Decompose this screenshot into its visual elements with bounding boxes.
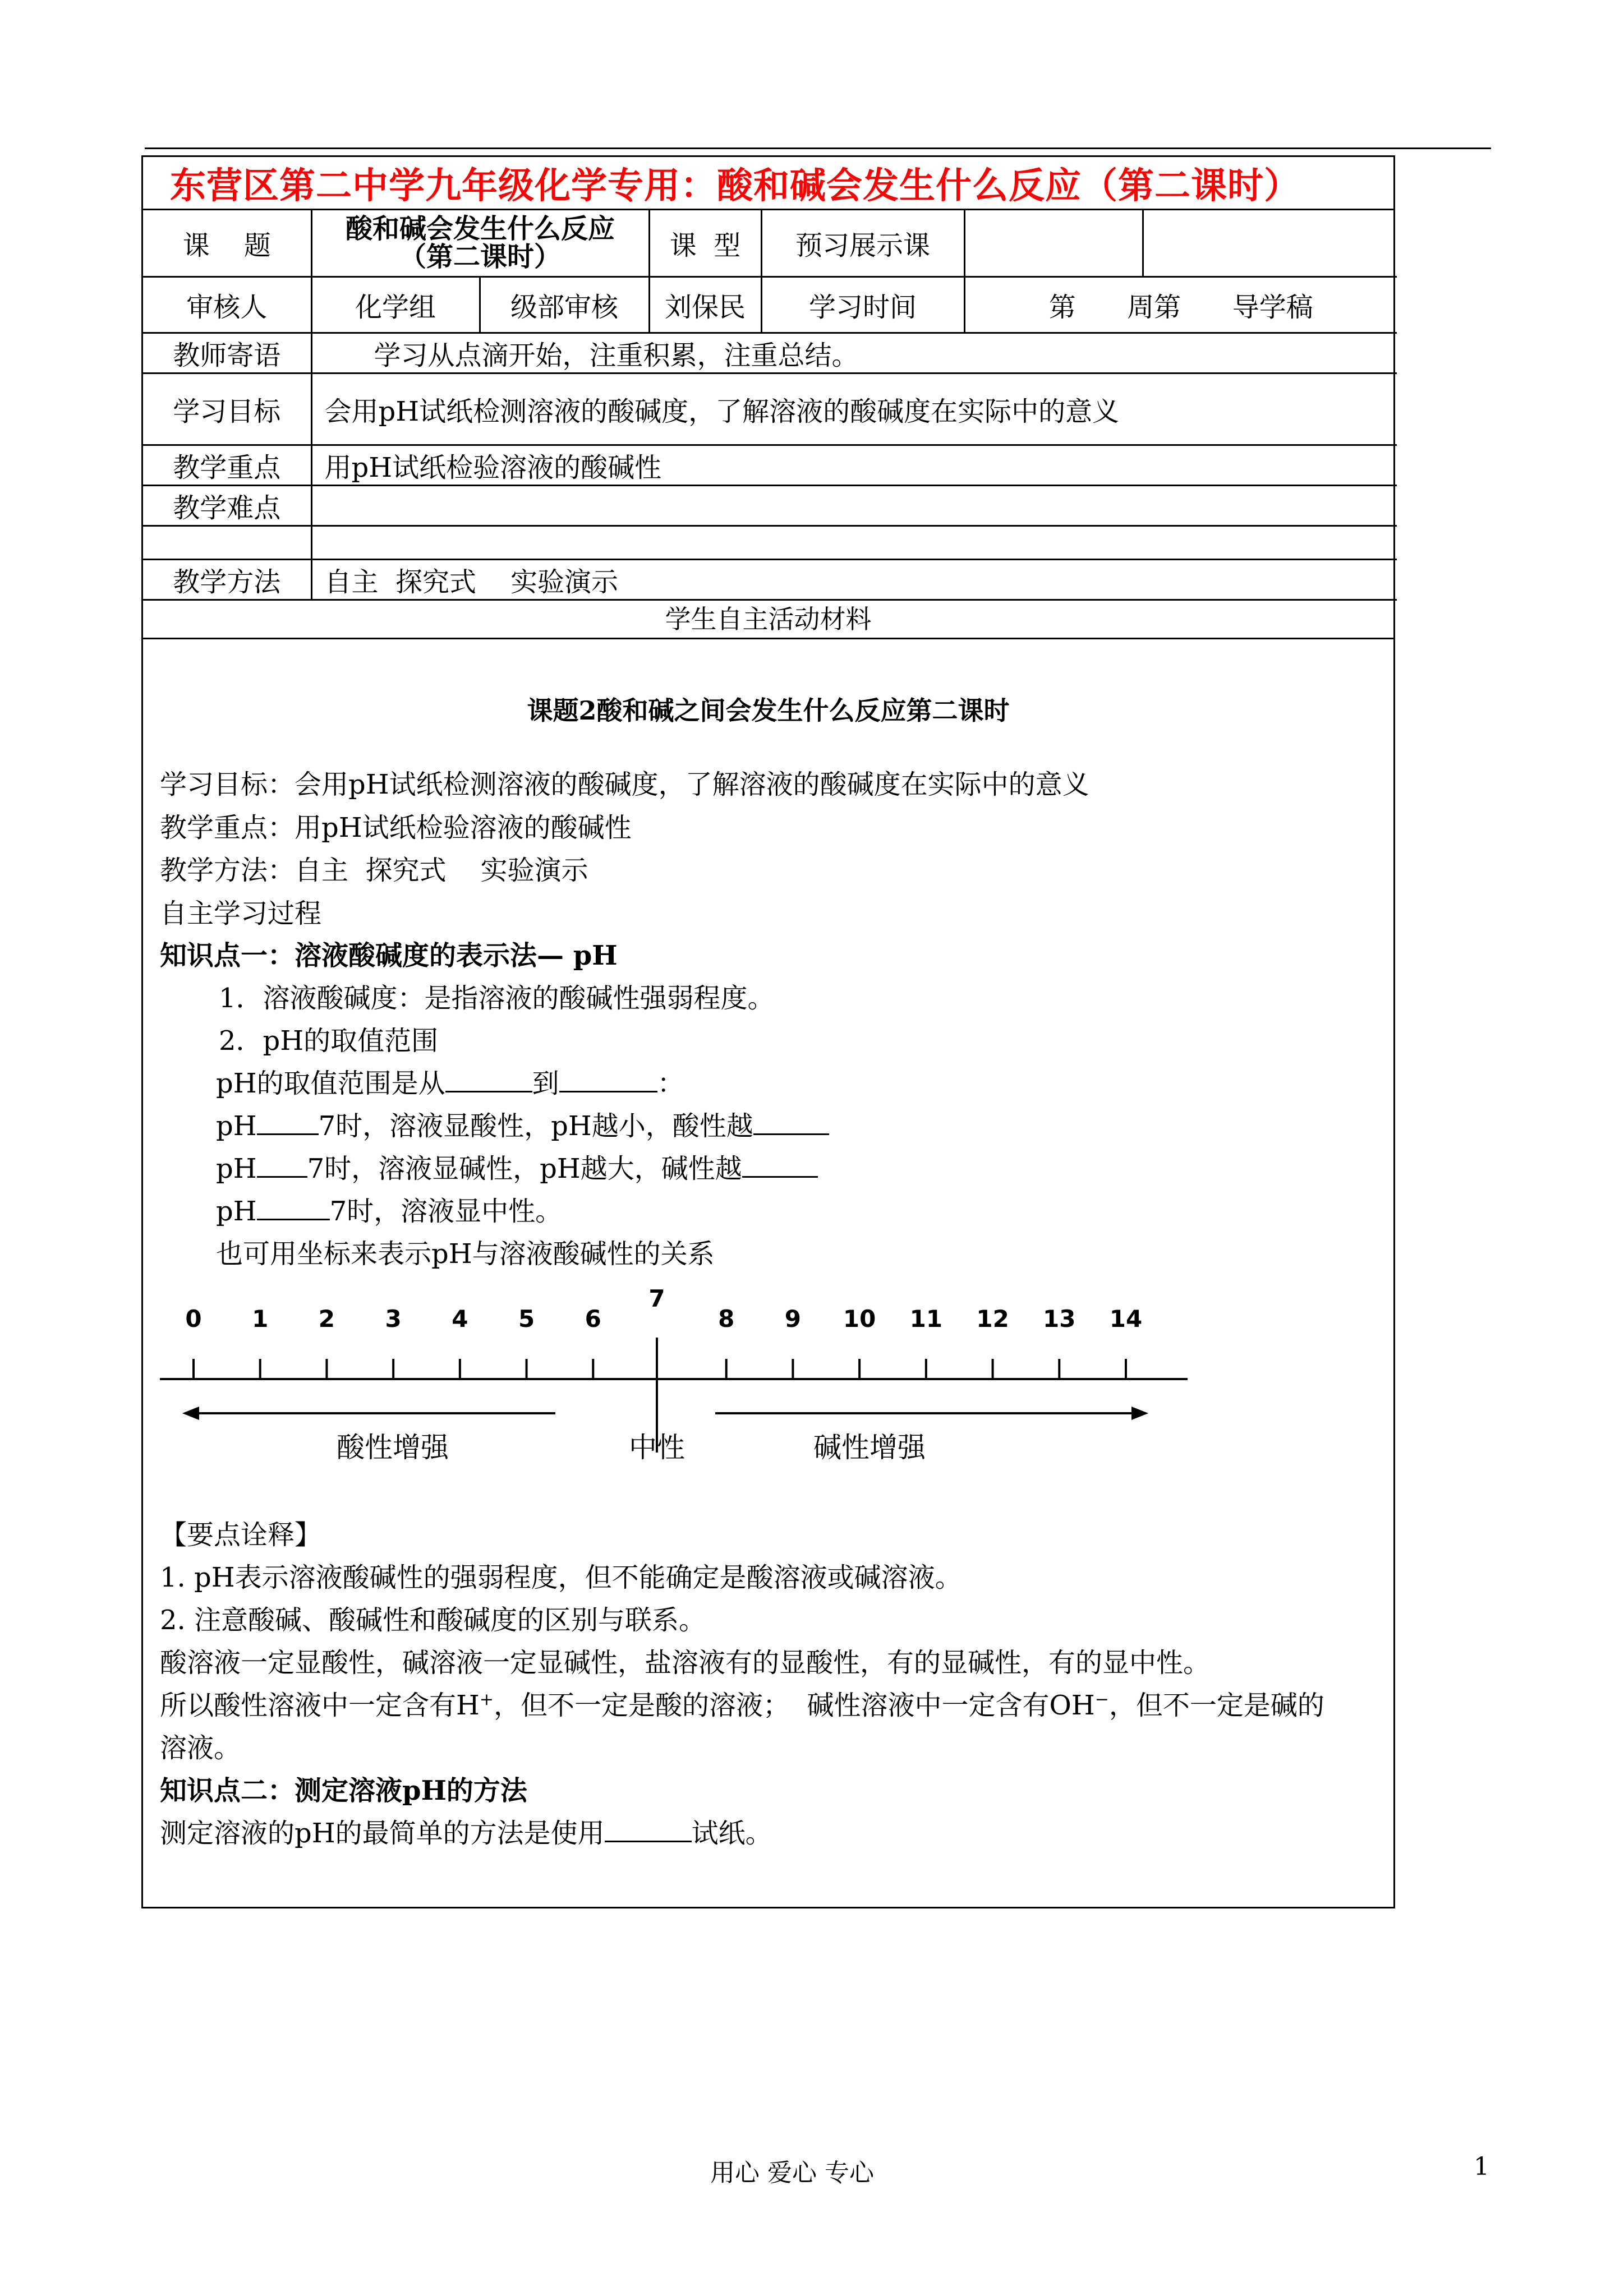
ph-base-line [216,1147,818,1186]
ph-tick-label-8: 8 [718,1304,735,1333]
time-label: 学习时间 [761,276,964,333]
acid-label: 酸性增强 [337,1431,449,1464]
content-key: 教学重点：用pH试纸检验溶液的酸碱性 [160,812,632,843]
difficulty-label: 教学难点 [143,485,311,525]
axis-intro: 也可用坐标来表示pH与溶液酸碱性的关系 [216,1238,715,1270]
teacher-words-label: 教师寄语 [143,333,311,373]
acid-strength-blank[interactable] [753,1111,829,1135]
keti-value-line2: （第二课时） [399,241,562,273]
range-from-blank[interactable] [445,1068,532,1092]
ph-tick-label-1: 1 [252,1304,269,1333]
ph-tick-label-9: 9 [784,1304,802,1333]
base-compare-blank[interactable] [257,1154,307,1178]
note-2: 2. 注意酸碱、酸碱性和酸碱度的区别与联系。 [160,1604,706,1636]
kexing-label: 课 型 [649,210,761,276]
ph-tick-label-4: 4 [452,1304,468,1333]
dept-label: 级部审核 [480,276,649,333]
ph-tick-label-7: 7 [648,1284,665,1312]
empty-row-label [143,525,311,559]
kp1-item-2: 2．pH的取值范围 [219,1025,439,1057]
keti-value-line1: 酸和碱会发生什么反应 [346,213,615,245]
difficulty-value [311,485,1397,525]
ph-neutral-mid: 7时，溶液显中性。 [329,1195,563,1227]
note-3: 酸溶液一定显酸性，碱溶液一定显碱性，盐溶液有的显酸性，有的显碱性，有的显中性。 [160,1647,1211,1679]
ph-base-mid: 7时，溶液显碱性，pH越大，碱性越 [307,1152,742,1184]
ph-tick-label-3: 3 [385,1304,402,1333]
ph-tick-label-2: 2 [318,1304,335,1333]
content-goal: 学习目标：会用pH试纸检测溶液的酸碱度，了解溶液的酸碱度在实际中的意义 [160,768,1089,800]
ph-acid-pre: pH [216,1110,257,1142]
note-4a: 所以酸性溶液中一定含有H [160,1689,480,1721]
ph-tick-label-13: 13 [1043,1304,1076,1333]
key-label: 教学重点 [143,445,311,485]
info-table [143,210,1397,601]
empty-row-value [311,525,1397,559]
note-4-continued: 溶液。 [160,1732,241,1764]
content-process: 自主学习过程 [160,897,322,929]
lesson-title: 课题2酸和碱之间会发生什么反应第二课时 [527,695,1010,726]
ph-neutral-pre: pH [216,1195,257,1227]
reviewer-label: 审核人 [143,276,311,333]
kp2-text [160,1811,772,1850]
knowledge-point-2: 知识点二：测定溶液pH的方法 [160,1774,527,1806]
activity-content [143,639,1393,1907]
goal-label: 学习目标 [143,373,311,445]
ph-tick-label-12: 12 [976,1304,1009,1333]
ph-neutral-line [216,1190,562,1228]
range-to-blank[interactable] [559,1068,657,1092]
note-4b: ，但不一定是酸的溶液； 碱性溶液中一定含有OH [494,1689,1095,1721]
acid-compare-blank[interactable] [257,1111,319,1135]
note-4 [160,1684,1324,1722]
goal-value: 会用pH试纸检测溶液的酸碱度，了解溶液的酸碱度在实际中的意义 [311,373,1397,445]
reviewer-value: 化学组 [311,276,480,333]
dept-value: 刘保民 [649,276,761,333]
page-number: 1 [1474,2152,1489,2181]
ph-tick-label-6: 6 [585,1304,601,1333]
ph-scale-diagram [143,1284,1393,1469]
ph-tick-label-14: 14 [1109,1304,1143,1333]
ph-tick-label-11: 11 [909,1304,943,1333]
ph-range-end: ： [657,1067,684,1099]
notes-title: 【要点诠释】 [160,1519,322,1551]
section-title: 学生自主活动材料 [143,601,1393,639]
ph-paper-blank[interactable] [605,1818,692,1842]
empty-cell-a [964,210,1143,276]
kp1-item-1: 1．溶液酸碱度：是指溶液的酸碱性强弱程度。 [219,982,775,1014]
ph-range-line [216,1062,684,1100]
method-label: 教学方法 [143,559,311,600]
top-rule [145,147,1491,149]
note-4c: ，但不一定是碱的 [1108,1689,1324,1721]
keti-value [311,210,649,276]
neutral-label: 中性 [629,1431,685,1464]
content-method: 教学方法：自主 探究式 实验演示 [160,854,588,886]
ph-base-pre: pH [216,1152,257,1184]
kp2-text-pre: 测定溶液的pH的最简单的方法是使用 [160,1817,605,1849]
key-value: 用pH试纸检验溶液的酸碱性 [311,445,1397,485]
base-strength-blank[interactable] [742,1154,818,1178]
ph-range-mid: 到 [532,1067,559,1099]
ph-tick-label-0: 0 [185,1304,202,1333]
kp2-text-post: 试纸。 [691,1817,772,1849]
ph-acid-line [216,1104,829,1143]
note-1: 1. pH表示溶液酸碱性的强弱程度，但不能确定是酸溶液或碱溶液。 [160,1561,962,1593]
empty-cell-b [1143,210,1397,276]
knowledge-point-1: 知识点一：溶液酸碱度的表示法— pH [160,939,618,971]
page-title: 东营区第二中学九年级化学专用：酸和碱会发生什么反应（第二课时） [143,157,1393,210]
note-4-sup-plus: + [479,1689,494,1709]
method-value: 自主 探究式 实验演示 [311,559,1397,600]
time-value: 第 周第 导学稿 [964,276,1397,333]
acid-arrow-head [182,1407,199,1420]
ph-tick-label-10: 10 [843,1304,876,1333]
note-4-sup-minus: − [1094,1689,1109,1709]
base-label: 碱性增强 [813,1431,926,1464]
ph-acid-mid: 7时，溶液显酸性，pH越小，酸性越 [318,1110,753,1142]
keti-label: 课 题 [143,210,311,276]
worksheet-frame [141,155,1395,1908]
ph-range-pre: pH的取值范围是从 [216,1067,445,1099]
neutral-compare-blank[interactable] [257,1196,330,1220]
kexing-value: 预习展示课 [761,210,964,276]
teacher-words-value: 学习从点滴开始，注重积累，注重总结。 [311,333,1397,373]
base-arrow-head [1131,1407,1148,1420]
footer-motto: 用心 爱心 专心 [710,2159,874,2187]
ph-tick-label-5: 5 [518,1304,535,1333]
